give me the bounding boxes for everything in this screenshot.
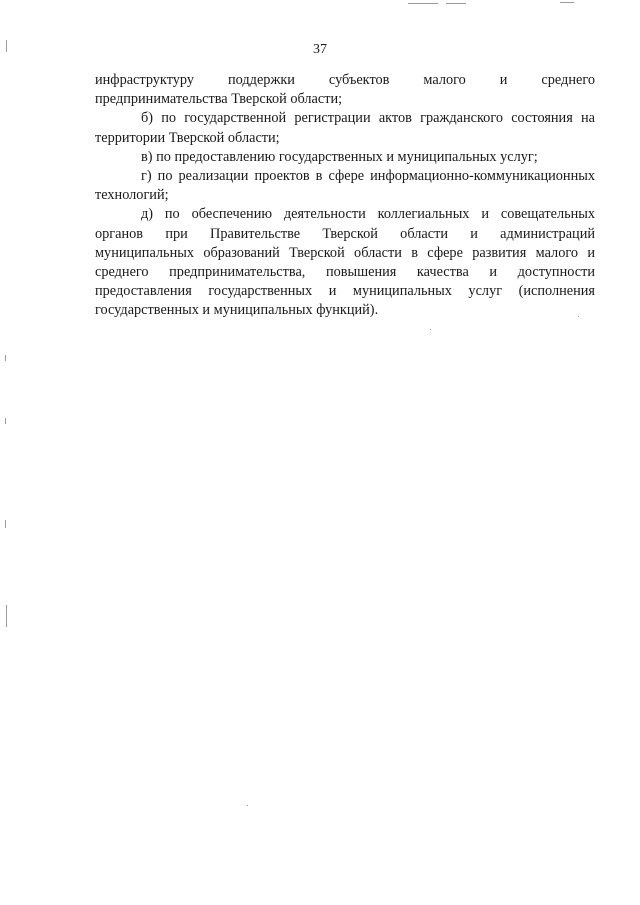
scan-mark	[446, 3, 466, 4]
paragraph-g	[95, 167, 595, 205]
scan-mark	[578, 316, 579, 317]
text-line: б) по государственной регистрации актов гражданского состояния на	[141, 110, 595, 127]
text-line: д) по обеспечению деятельности коллегиальных и совещательных	[141, 206, 595, 223]
scan-mark	[5, 520, 6, 528]
text-line: в) по предоставлению государственных и муниципальных услуг;	[141, 148, 538, 165]
page-number: 37	[313, 42, 327, 57]
scan-mark	[5, 355, 6, 361]
text-line: органов при Правительстве Тверской области и администраций	[95, 225, 595, 242]
scan-mark	[408, 3, 438, 4]
paragraph-v	[95, 148, 595, 167]
text-line: среднего предпринимательства, повышения качества и доступности	[95, 264, 595, 281]
scan-mark	[6, 40, 7, 52]
text-line: муниципальных образований Тверской области в сфере развития малого и	[95, 244, 595, 261]
body-text	[95, 71, 595, 321]
scan-mark	[6, 605, 7, 627]
scan-mark	[560, 2, 574, 3]
text-line: предоставления государственных и муниципальных услуг (исполнения	[95, 283, 595, 300]
scan-mark	[247, 805, 248, 806]
paragraph-infrastructure	[95, 71, 595, 109]
text-line: инфраструктуру поддержки субъектов малого и среднего	[95, 72, 595, 88]
text-line: технологий;	[95, 187, 169, 204]
scan-mark	[5, 418, 6, 424]
paragraph-d	[95, 205, 595, 320]
text-line: территории Тверской области;	[95, 129, 280, 146]
scan-mark	[430, 329, 431, 330]
text-line: предпринимательства Тверской области;	[95, 91, 343, 108]
text-line: государственных и муниципальных функций).	[95, 302, 379, 319]
paragraph-b	[95, 109, 595, 147]
text-line: г) по реализации проектов в сфере информационно-коммуникационных	[141, 168, 595, 185]
